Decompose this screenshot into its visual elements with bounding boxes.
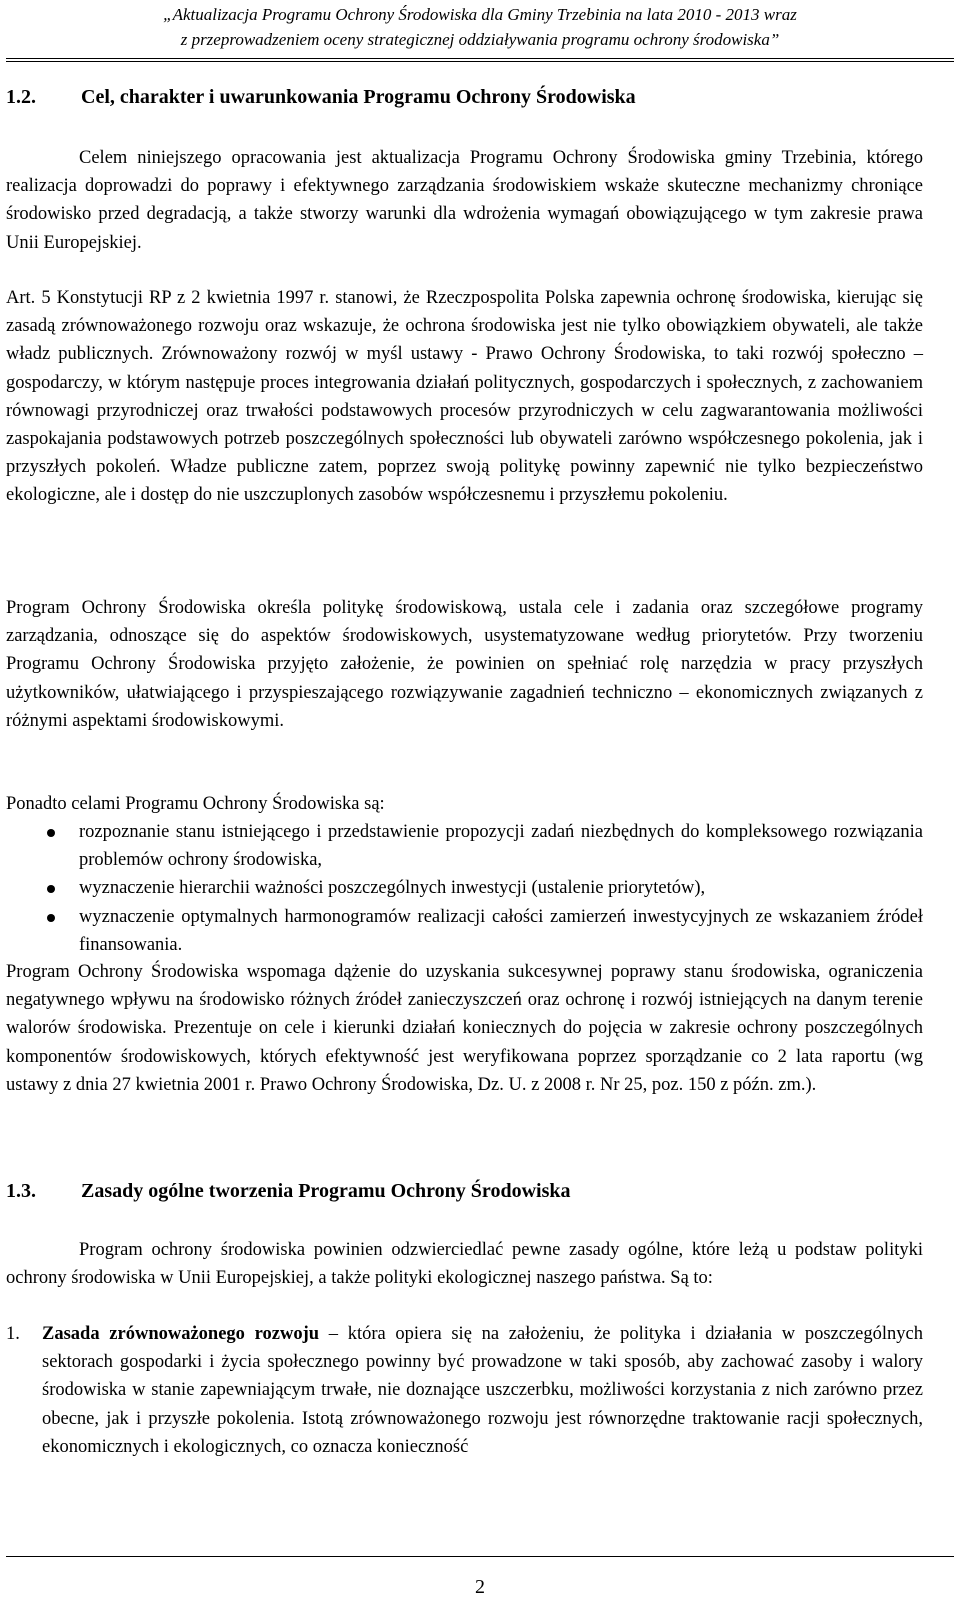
bullet-icon — [47, 829, 55, 837]
header-line-2: z przeprowadzeniem oceny strategicznej oddziaływania programu ochrony środowiska” — [180, 30, 780, 49]
bullet-icon — [47, 914, 55, 922]
footer-divider — [6, 1556, 954, 1557]
header-divider-2 — [6, 61, 954, 62]
goals-list — [6, 818, 923, 959]
document-header — [0, 2, 960, 52]
rule-name: Zasada zrównoważonego rozwoju — [42, 1324, 320, 1344]
section-title: Zasady ogólne tworzenia Programu Ochrony Środowiska — [81, 1180, 571, 1202]
list-number: 1. — [6, 1324, 20, 1344]
header-line-1: „Aktualizacja Programu Ochrony Środowiska dla Gminy Trzebinia na lata 2010 - 2013 wraz — [163, 5, 797, 24]
numbered-list-item-1 — [6, 1320, 923, 1461]
list-item: wyznaczenie hierarchii ważności poszczególnych inwestycji (ustalenie priorytetów), — [6, 874, 923, 902]
section-heading-1-3 — [6, 1180, 570, 1203]
section-number: 1.2. — [6, 86, 36, 108]
list-item: wyznaczenie optymalnych harmonogramów realizacji całości zamierzeń inwestycyjnych ze wskazaniem źródeł finansowania. — [6, 903, 923, 959]
header-divider — [6, 58, 954, 59]
paragraph-purpose: Celem niniejszego opracowania jest aktualizacja Programu Ochrony Środowiska gminy Trzebinia, którego realizacja doprowadzi do poprawy i efektywnego zarządzania środowiskiem wskaże skuteczne mechanizmy chroniące środowisko przed degradacją, a także stworzy warunki dla wdrożenia wymagań obowiązującego w tym zakresie prawa Unii Europejskiej. — [6, 148, 923, 253]
goals-intro: Ponadto celami Programu Ochrony Środowiska są: — [6, 794, 385, 814]
section-title: Cel, charakter i uwarunkowania Programu Ochrony Środowiska — [81, 86, 636, 108]
paragraph-program-definition: Program Ochrony Środowiska określa politykę środowiskową, ustala cele i zadania oraz szczegółowe programy zarządzania, odnoszące się do aspektów środowiskowych, usystematyzowane według priorytetów. Przy tworzeniu Programu Ochrony Środowiska przyjęto założenie, że powinien on spełniać rolę narzędzia w pracy przyszłych użytkowników, ułatwiającego i przyspieszającego rozwiązywanie zagadnień techniczno – ekonomicznych związanych z różnymi aspektami środowiskowymi. — [6, 598, 923, 731]
paragraph-general-rules: Program ochrony środowiska powinien odzwierciedlać pewne zasady ogólne, które leżą u podstaw polityki ochrony środowiska w Unii Europejskiej, a także polityki ekologicznej naszego państwa. Są to: — [6, 1240, 923, 1289]
paragraph-constitution: Art. 5 Konstytucji RP z 2 kwietnia 1997 r. stanowi, że Rzeczpospolita Polska zapewnia ochronę środowiska, kierując się zasadą zrównoważonego rozwoju oraz wskazuje, że ochrona środowiska jest nie tylko obowiązkiem obywateli, ale także władz publicznych. Zrównoważony rozwój w myśl ustawy - Prawo Ochrony Środowiska, to taki rozwój społeczno – gospodarczy, w którym następuje proces integrowania działań politycznych, gospodarczych i społecznych, z zachowaniem równowagi przyrodniczej oraz trwałości podstawowych procesów przyrodniczych w celu zagwarantowania możliwości zaspokajania podstawowych potrzeb poszczególnych społeczności lub obywateli zarówno współczesnego pokolenia, jak i przyszłych pokoleń. Władze publiczne zatem, poprzez swoją politykę powinny zapewnić nie tylko bezpieczeństwo ekologiczne, ale i dostęp do nie uszczuplonych zasobów współczesnemu i przyszłemu pokoleniu. — [6, 288, 923, 506]
bullet-icon — [47, 885, 55, 893]
list-item: rozpoznanie stanu istniejącego i przedstawienie propozycji zadań niezbędnych do kompleksowego rozwiązania problemów ochrony środowiska, — [6, 818, 923, 874]
section-number: 1.3. — [6, 1180, 36, 1202]
section-heading-1-2 — [6, 86, 636, 109]
paragraph-program-support: Program Ochrony Środowiska wspomaga dążenie do uzyskania sukcesywnej poprawy stanu środowiska, ograniczenia negatywnego wpływu na środowisko różnych źródeł zanieczyszczeń oraz ochronę i rozwój istniejących na danym terenie walorów środowiska. Prezentuje on cele i kierunki działań koniecznych do pojęcia w zakresie ochrony poszczególnych komponentów środowiskowych, których efektywność jest weryfikowana poprzez sporządzanie co 2 lata raportu (wg ustawy z dnia 27 kwietnia 2001 r. Prawo Ochrony Środowiska, Dz. U. z 2008 r. Nr 25, poz. 150 z późn. zm.). — [6, 962, 923, 1095]
rule-description: – która opiera się na założeniu, że polityka i działania w poszczególnych sektorach gospodarki i życia społecznego powinny być prowadzone w taki sposób, aby zachować zasoby i walory środowiska w stanie zapewniającym trwałe, nie doznające uszczerbku, możliwości korzystania z nich zarówno przez obecne, jak i przyszłe pokolenia. Istotą zrównoważonego rozwoju jest równorzędne traktowanie racji społecznych, ekonomicznych i ekologicznych, co oznacza konieczność — [42, 1324, 923, 1457]
page-number: 2 — [475, 1576, 485, 1598]
